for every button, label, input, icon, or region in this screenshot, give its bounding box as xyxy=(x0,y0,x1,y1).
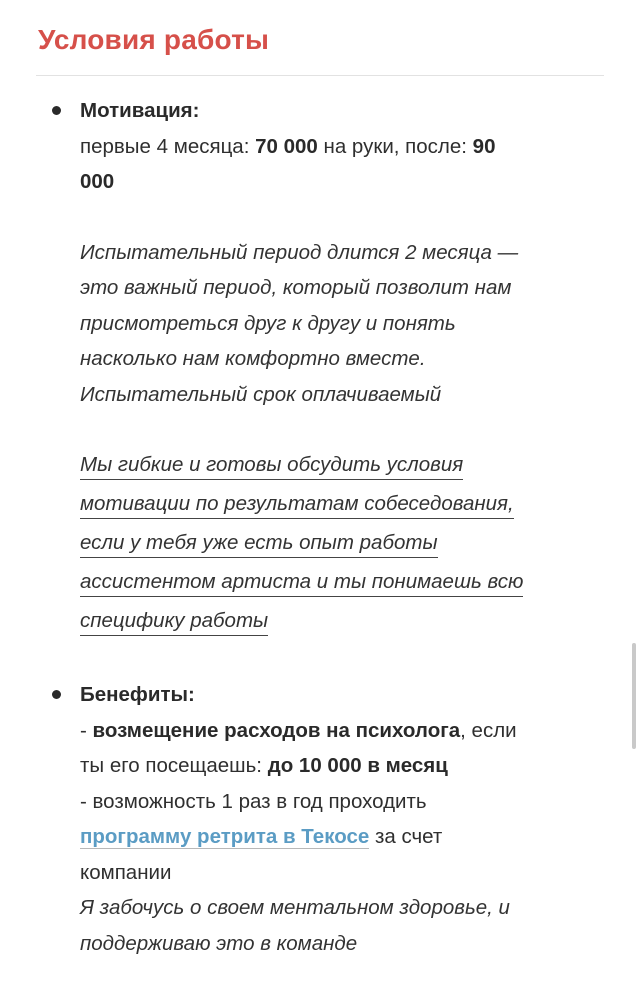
retreat-program-link[interactable]: программу ретрита в Текосе xyxy=(80,825,370,848)
flexible-line: если у тебя уже есть опыт работы xyxy=(80,528,438,558)
benefits-heading: Бенефиты: xyxy=(80,683,195,706)
title-divider xyxy=(36,75,604,76)
mental-health-line-2: поддерживаю это в команде xyxy=(80,931,358,955)
motivation-content xyxy=(80,93,608,642)
scrollbar[interactable] xyxy=(632,643,636,749)
benefits-section xyxy=(48,677,608,961)
salary-amount-after-part1: 90 xyxy=(472,134,496,158)
probation-line: это важный период, который позволит нам xyxy=(80,276,512,299)
psychologist-line-2 xyxy=(80,748,608,784)
flexible-line: Мы гибкие и готовы обсудить условия xyxy=(80,450,463,480)
flexible-line: мотивации по результатам собеседования, xyxy=(80,489,514,519)
probation-text xyxy=(80,235,608,413)
probation-line: присмотреться друг к другу и понять xyxy=(80,311,456,335)
flexible-line: специфику работы xyxy=(80,606,268,636)
bullet-icon xyxy=(52,690,61,699)
motivation-section xyxy=(48,93,608,642)
psychologist-tail: , если xyxy=(460,718,517,742)
probation-line: Испытательный период длится 2 месяца — xyxy=(80,240,519,264)
salary-mid: на руки, после: xyxy=(317,134,473,158)
paragraph-gap xyxy=(80,200,608,235)
psychologist-line xyxy=(80,713,608,749)
psychologist-condition: ты его посещаешь: xyxy=(80,754,268,777)
mental-health-line-1: Я забочусь о своем ментальном здоровье, и xyxy=(80,896,510,919)
page-title: Условия работы xyxy=(38,24,270,55)
salary-line xyxy=(80,129,608,165)
probation-line: Испытательный срок оплачиваемый xyxy=(80,382,442,406)
retreat-tail: за счет xyxy=(369,825,443,848)
salary-amount-after-part2: 000 xyxy=(80,170,115,193)
retreat-line-3: компании xyxy=(80,860,172,884)
retreat-line-1: - возможность 1 раз в год проходить xyxy=(80,789,427,813)
motivation-heading: Мотивация: xyxy=(80,99,200,122)
probation-line: насколько нам комфортно вместе. xyxy=(80,347,426,370)
salary-amount-initial: 70 000 xyxy=(255,134,318,158)
psychologist-prefix: - xyxy=(80,718,93,742)
psychologist-amount: до 10 000 в месяц xyxy=(267,754,448,777)
paragraph-gap xyxy=(80,412,608,447)
bullet-icon xyxy=(52,106,61,115)
psychologist-benefit: возмещение расходов на психолога xyxy=(92,718,461,742)
benefits-content xyxy=(80,677,608,961)
salary-pre: первые 4 месяца: xyxy=(80,134,256,158)
flexible-line: ассистентом артиста и ты понимаешь всю xyxy=(80,567,523,597)
flexible-conditions-text xyxy=(80,447,608,642)
retreat-line-2 xyxy=(80,819,608,855)
